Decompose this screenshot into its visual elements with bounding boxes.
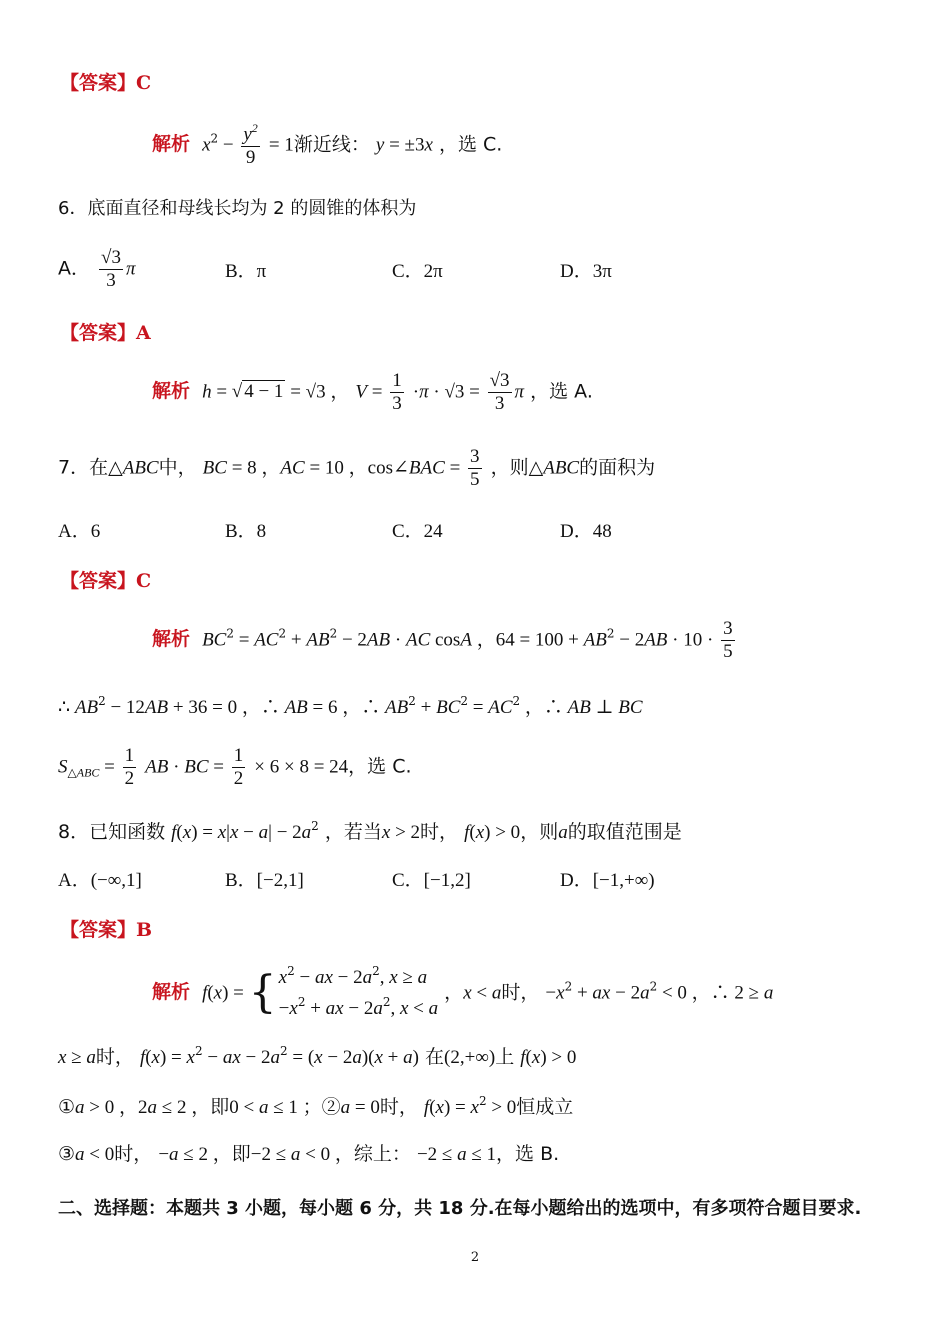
analysis-q7-line2: ∴ $AB^2 - 12AB + 36 = 0$ ，∴ AB = 6 ，∴ $AB^2 + BC^2 = AC^2$ ，∴ AB ⊥ BC [58,694,643,718]
question-6: 6．底面直径和母线长均为 2 的圆锥的体积为 [58,198,417,219]
analysis-q5: 解析 $x^2$ − $\frac{y^2}{9}$ = 1渐近线： y = ±3x ，选 C. [152,121,503,168]
analysis-label: 解析 [152,133,191,156]
analysis-q8-line2: x ≥ a时， $f(x) = x^2$ − ax − $2a^2 = (x - 2a)(x + a)$ 在(2,+∞)上 f(x) > 0 [58,1044,577,1068]
answer-q5: 【答案】C [60,72,152,94]
q6-option-a: A． $\frac{√3}{3}$ π [58,247,136,291]
analysis-q7-line3: $S_{\triangle ABC}$ = $\frac{1}{2}$ AB · BC = $\frac{1}{2}$ × 6 × 8 = 24，选 C. [58,745,412,789]
question-7: 7．在△ABC中， BC = 8 ，AC = 10 ，cos∠BAC = $\frac{3}{5}$ ，则△ABC的面积为 [58,446,656,490]
analysis-q8-line4: ③a < 0时， −a ≤ 2 ，即−2 ≤ a < 0 ，综上： −2 ≤ a ≤ 1，选 B. [58,1143,560,1165]
asymptote-text: 渐近线： [293,133,370,156]
q7-option-b: B．8 [225,521,267,542]
q6-option-b: B．π [225,261,267,282]
q8-option-a: A．(−∞,1] [58,870,142,891]
q7-option-d: D．48 [560,521,612,542]
answer-q7: 【答案】C [60,570,152,592]
q8-option-c: C．[−1,2] [392,870,471,891]
page-number: 2 [470,1250,480,1265]
q6-option-c: C．2π [392,261,443,282]
q8-option-b: B．[−2,1] [225,870,304,891]
question-8: 8．已知函数 $f(x) = x|x - a| - 2a^2$ ，若当x > 2时， f(x) > 0，则a的取值范围是 [58,819,682,843]
q5-tail: ，选 C. [438,133,503,156]
answer-q8: 【答案】B [60,919,153,941]
answer-q6: 【答案】A [60,322,151,344]
analysis-q8-line3: ①a > 0 ，2a ≤ 2 ，即0 < a ≤ 1 ；②a = 0时， $f(x) = x^2 > 0$恒成立 [58,1094,574,1118]
analysis-q8-line1: 解析 f(x) = { $x^2$ − ax − $2a^2$, x ≥ a $-x^2$ + ax − $2a^2$, x < a ，x < a时， $-x^2$ + ax − $2a^2 < 0$ ，∴ 2 ≥ a [152,964,774,1020]
q7-option-c: C．24 [392,521,443,542]
q8-option-d: D．[−1,+∞) [560,870,655,891]
section-title: 二、选择题：本题共 3 小题，每小题 6 分，共 18 分.在每小题给出的选项中，有多项符合题目要求. [58,1198,862,1219]
analysis-q6: 解析 h = √ 4 − 1 = √3 ， V = $\frac{1}{3}$ ·π · √3 = $\frac{√3}{3}$ π ，选 A. [152,370,593,414]
q6-option-d: D．3π [560,261,612,282]
q7-option-a: A．6 [58,521,101,542]
analysis-q7-line1: 解析 $BC^2 = AC^2 + AB^2 - 2AB$ · AC cosA ，$64 = 100 + AB^2 - 2AB \cdot 10$ · $\frac{3}{5}$ [152,618,733,662]
